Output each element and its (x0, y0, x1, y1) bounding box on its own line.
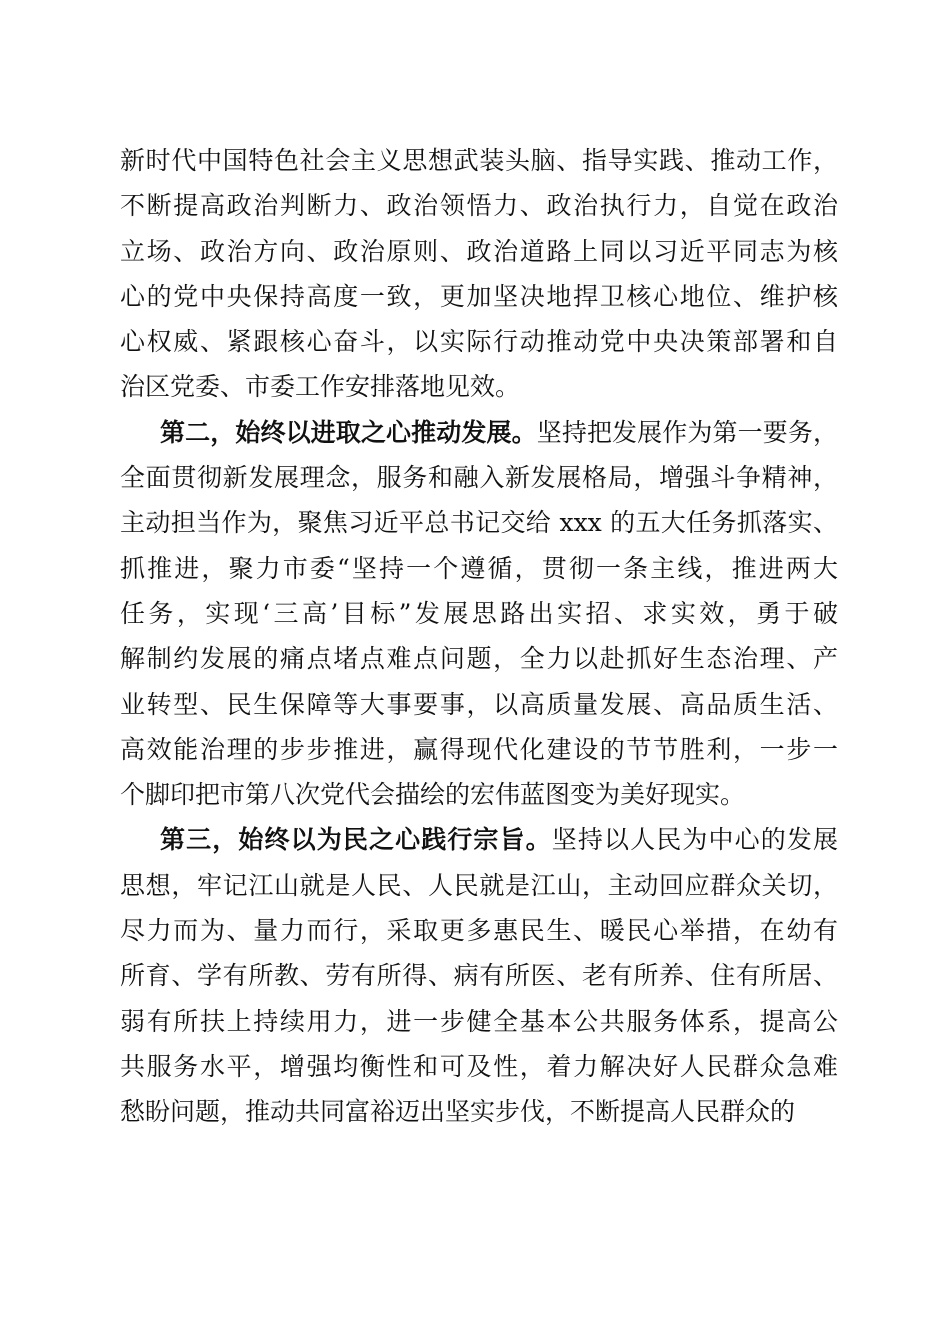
paragraph-first-line (120, 817, 838, 862)
paragraph-heading: 第三，始终以为民之心践行宗旨。 (160, 825, 552, 855)
paragraph-line: 新时代中国特色社会主义思想武装头脑、指导实践、推动工作， (120, 146, 838, 175)
paragraph-line: 个脚印把市第八次党代会描绘的宏伟蓝图变为美好现实。 (120, 780, 746, 810)
paragraph-line: 心的党中央保持高度一致，更加坚决地捍卫核心地位、维护核 (120, 281, 838, 311)
paragraph-line: 尽力而为、量力而行，采取更多惠民生、暖民心举措，在幼有 (120, 916, 838, 946)
paragraph-text: 坚持把发展作为第一要务， (536, 417, 838, 447)
document-body (120, 138, 838, 1135)
paragraph-line: 弱有所扶上持续用力，进一步健全基本公共服务体系，提高公 (120, 1006, 838, 1036)
paragraph-3 (120, 817, 838, 1134)
paragraph-line: 全面贯彻新发展理念，服务和融入新发展格局，增强斗争精神， (120, 463, 838, 493)
paragraph-line: 思想，牢记江山就是人民、人民就是江山，主动回应群众关切， (120, 870, 838, 900)
paragraph-first-line (120, 410, 838, 455)
paragraph-heading: 第二，始终以进取之心推动发展。 (160, 417, 537, 447)
paragraph-line: 抓推进，聚力市委“坚持一个遵循，贯彻一条主线，推进两大 (120, 553, 838, 583)
paragraph-line: 愁盼问题，推动共同富裕迈出坚实步伐，不断提高人民群众的 (120, 1097, 796, 1127)
paragraph-line: 任务，实现‘三高’目标”发展思路出实招、求实效，勇于破 (120, 598, 838, 628)
paragraph-line: 立场、政治方向、政治原则、政治道路上同以习近平同志为核 (120, 236, 838, 266)
paragraph-line: 主动担当作为，聚焦习近平总书记交给 xxx 的五大任务抓落实、 (120, 508, 838, 538)
paragraph-line: 高效能治理的步步推进，赢得现代化建设的节节胜利，一步一 (120, 734, 838, 764)
paragraph-line: 解制约发展的痛点堵点难点问题，全力以赴抓好生态治理、产 (120, 644, 838, 674)
paragraph-1 (120, 138, 838, 410)
paragraph-line: 所育、学有所教、劳有所得、病有所医、老有所养、住有所居、 (120, 961, 838, 991)
paragraph-line: 共服务水平，增强均衡性和可及性，着力解决好人民群众急难 (120, 1051, 838, 1081)
paragraph-line: 业转型、民生保障等大事要事，以高质量发展、高品质生活、 (120, 689, 838, 719)
paragraph-line: 不断提高政治判断力、政治领悟力、政治执行力，自觉在政治 (120, 191, 838, 221)
paragraph-line: 心权威、紧跟核心奋斗，以实际行动推动党中央决策部署和自 (120, 327, 838, 357)
paragraph-line: 治区党委、市委工作安排落地见效。 (120, 372, 521, 402)
paragraph-text: 坚持以人民为中心的发展 (551, 825, 838, 855)
paragraph-2 (120, 410, 838, 818)
